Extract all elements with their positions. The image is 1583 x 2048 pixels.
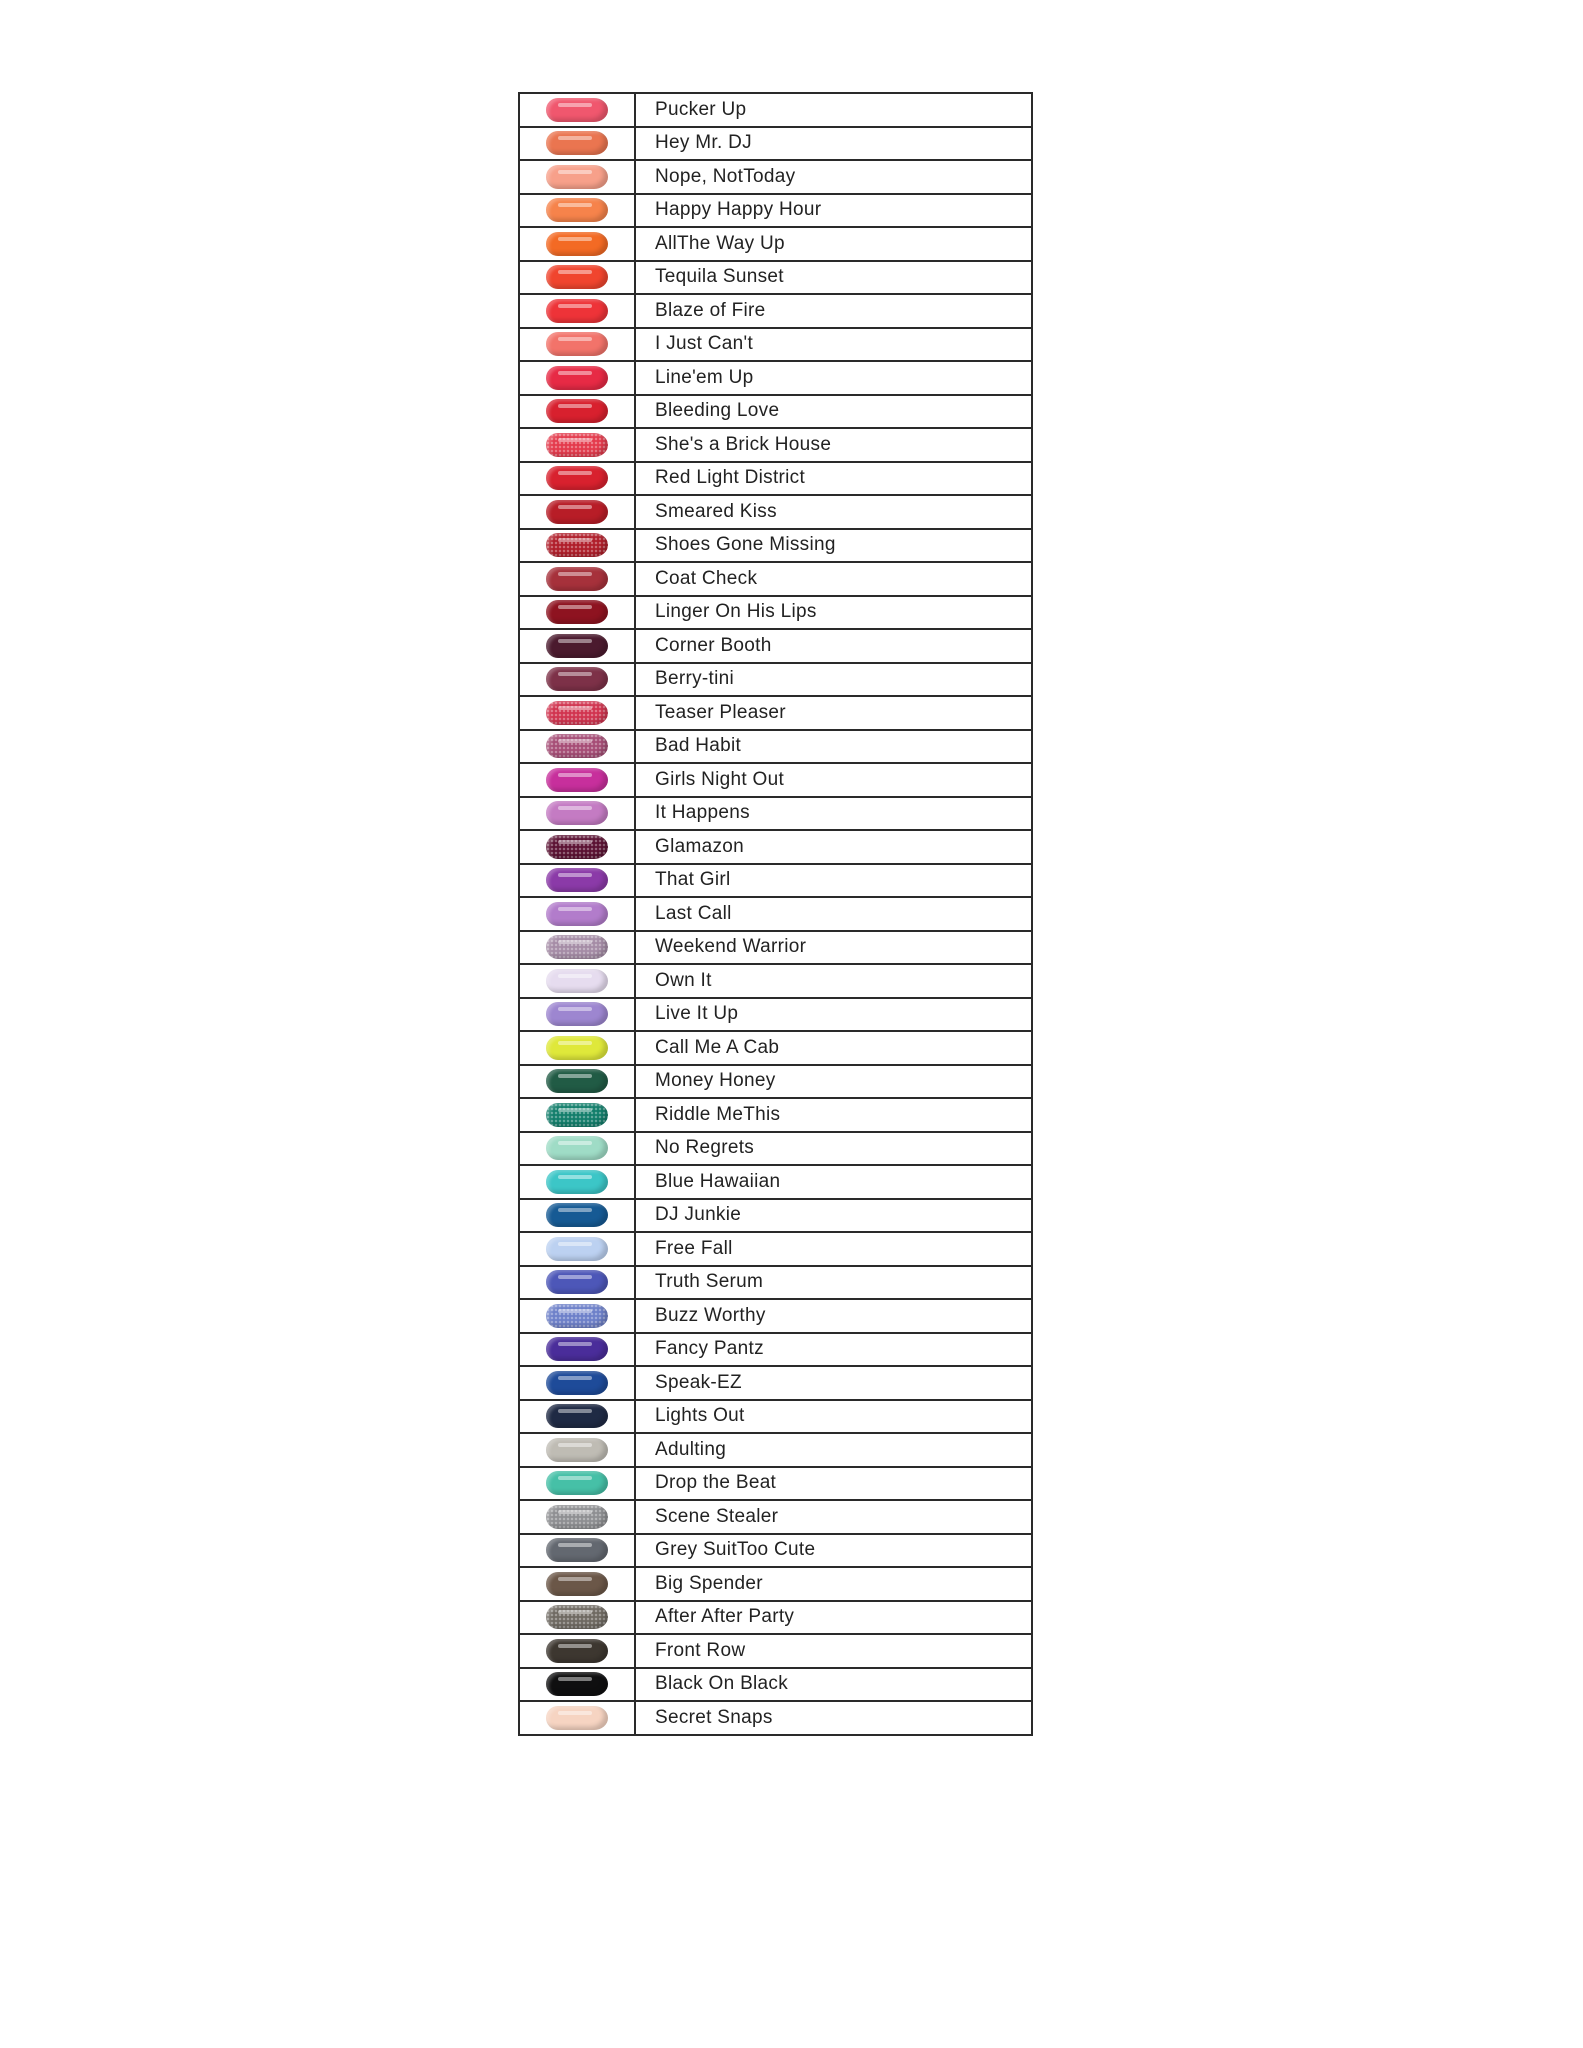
table-row (519, 1668, 1032, 1702)
table-row (519, 227, 1032, 261)
table-row (519, 1065, 1032, 1099)
swatch-cell (519, 1031, 635, 1065)
color-name: I Just Can't (635, 328, 1032, 362)
table-row (519, 93, 1032, 127)
nail-swatch (546, 935, 608, 959)
color-name: Bad Habit (635, 730, 1032, 764)
nail-swatch (546, 969, 608, 993)
swatch-cell (519, 194, 635, 228)
swatch-cell (519, 160, 635, 194)
table-row (519, 730, 1032, 764)
table-row (519, 931, 1032, 965)
swatch-cell (519, 696, 635, 730)
nail-swatch (546, 902, 608, 926)
color-name: Glamazon (635, 830, 1032, 864)
nail-swatch (546, 1471, 608, 1495)
table-row (519, 763, 1032, 797)
nail-swatch (546, 500, 608, 524)
color-name: Call Me A Cab (635, 1031, 1032, 1065)
color-name: Pucker Up (635, 93, 1032, 127)
color-name: Shoes Gone Missing (635, 529, 1032, 563)
nail-swatch (546, 299, 608, 323)
nail-swatch (546, 466, 608, 490)
swatch-cell (519, 730, 635, 764)
swatch-cell (519, 797, 635, 831)
nail-swatch (546, 768, 608, 792)
table-row (519, 361, 1032, 395)
nail-swatch (546, 600, 608, 624)
swatch-cell (519, 1467, 635, 1501)
nail-swatch (546, 433, 608, 457)
table-row (519, 428, 1032, 462)
swatch-cell (519, 1567, 635, 1601)
table-row (519, 194, 1032, 228)
swatch-cell (519, 864, 635, 898)
table-row (519, 1534, 1032, 1568)
color-name: Hey Mr. DJ (635, 127, 1032, 161)
table-row (519, 1299, 1032, 1333)
color-name: Last Call (635, 897, 1032, 931)
nail-swatch (546, 265, 608, 289)
nail-swatch (546, 734, 608, 758)
table-row (519, 495, 1032, 529)
swatch-cell (519, 395, 635, 429)
nail-swatch (546, 1605, 608, 1629)
table-row (519, 294, 1032, 328)
swatch-cell (519, 1299, 635, 1333)
table-row (519, 1601, 1032, 1635)
table-row (519, 1634, 1032, 1668)
table-row (519, 964, 1032, 998)
table-row (519, 1500, 1032, 1534)
swatch-cell (519, 830, 635, 864)
nail-swatch (546, 868, 608, 892)
swatch-cell (519, 361, 635, 395)
nail-swatch (546, 332, 608, 356)
swatch-cell (519, 1601, 635, 1635)
color-name: Own It (635, 964, 1032, 998)
table-row (519, 629, 1032, 663)
color-name: Corner Booth (635, 629, 1032, 663)
color-name: Bleeding Love (635, 395, 1032, 429)
color-name: Fancy Pantz (635, 1333, 1032, 1367)
swatch-cell (519, 428, 635, 462)
color-name: She's a Brick House (635, 428, 1032, 462)
table-row (519, 160, 1032, 194)
swatch-cell (519, 1232, 635, 1266)
color-name: Happy Happy Hour (635, 194, 1032, 228)
nail-swatch (546, 1170, 608, 1194)
table-row (519, 1266, 1032, 1300)
table-row (519, 1366, 1032, 1400)
table-row (519, 663, 1032, 697)
color-name: That Girl (635, 864, 1032, 898)
color-name: Girls Night Out (635, 763, 1032, 797)
color-name: Truth Serum (635, 1266, 1032, 1300)
table-row (519, 562, 1032, 596)
color-name: Teaser Pleaser (635, 696, 1032, 730)
table-row (519, 261, 1032, 295)
color-swatch-list (519, 93, 1032, 1735)
table-row (519, 1433, 1032, 1467)
color-name: Buzz Worthy (635, 1299, 1032, 1333)
nail-swatch (546, 1103, 608, 1127)
nail-swatch (546, 1069, 608, 1093)
color-name: Blue Hawaiian (635, 1165, 1032, 1199)
nail-swatch (546, 1371, 608, 1395)
color-swatch-table (518, 92, 1033, 1736)
color-name: Free Fall (635, 1232, 1032, 1266)
swatch-cell (519, 529, 635, 563)
table-row (519, 1467, 1032, 1501)
swatch-cell (519, 1098, 635, 1132)
swatch-cell (519, 763, 635, 797)
color-name: Coat Check (635, 562, 1032, 596)
table-row (519, 830, 1032, 864)
swatch-cell (519, 1668, 635, 1702)
nail-swatch (546, 1672, 608, 1696)
table-row (519, 696, 1032, 730)
table-row (519, 1333, 1032, 1367)
color-name: After After Party (635, 1601, 1032, 1635)
table-row (519, 596, 1032, 630)
nail-swatch (546, 1706, 608, 1730)
color-name: Big Spender (635, 1567, 1032, 1601)
swatch-cell (519, 931, 635, 965)
color-name: Blaze of Fire (635, 294, 1032, 328)
swatch-cell (519, 1433, 635, 1467)
swatch-cell (519, 127, 635, 161)
table-row (519, 1132, 1032, 1166)
color-name: Live It Up (635, 998, 1032, 1032)
swatch-cell (519, 261, 635, 295)
color-name: No Regrets (635, 1132, 1032, 1166)
swatch-cell (519, 328, 635, 362)
table-row (519, 462, 1032, 496)
swatch-cell (519, 562, 635, 596)
nail-swatch (546, 1002, 608, 1026)
nail-swatch (546, 801, 608, 825)
table-row (519, 1232, 1032, 1266)
table-row (519, 998, 1032, 1032)
table-row (519, 529, 1032, 563)
color-name: Scene Stealer (635, 1500, 1032, 1534)
swatch-cell (519, 1065, 635, 1099)
table-row (519, 897, 1032, 931)
swatch-cell (519, 1333, 635, 1367)
nail-swatch (546, 634, 608, 658)
table-row (519, 1567, 1032, 1601)
table-row (519, 1701, 1032, 1735)
nail-swatch (546, 701, 608, 725)
swatch-cell (519, 998, 635, 1032)
swatch-cell (519, 1266, 635, 1300)
nail-swatch (546, 1136, 608, 1160)
table-row (519, 864, 1032, 898)
table-row (519, 1165, 1032, 1199)
nail-swatch (546, 366, 608, 390)
color-name: Riddle MeThis (635, 1098, 1032, 1132)
swatch-cell (519, 462, 635, 496)
table-row (519, 1031, 1032, 1065)
color-name: Grey SuitToo Cute (635, 1534, 1032, 1568)
color-name: Speak-EZ (635, 1366, 1032, 1400)
nail-swatch (546, 1538, 608, 1562)
swatch-cell (519, 495, 635, 529)
color-name: Tequila Sunset (635, 261, 1032, 295)
swatch-cell (519, 1132, 635, 1166)
color-name: It Happens (635, 797, 1032, 831)
table-row (519, 127, 1032, 161)
nail-swatch (546, 1639, 608, 1663)
color-name: AllThe Way Up (635, 227, 1032, 261)
nail-swatch (546, 1203, 608, 1227)
swatch-cell (519, 1534, 635, 1568)
nail-swatch (546, 98, 608, 122)
swatch-cell (519, 964, 635, 998)
table-row (519, 328, 1032, 362)
nail-swatch (546, 667, 608, 691)
swatch-cell (519, 897, 635, 931)
nail-swatch (546, 198, 608, 222)
swatch-cell (519, 663, 635, 697)
swatch-cell (519, 1500, 635, 1534)
color-name: Adulting (635, 1433, 1032, 1467)
swatch-cell (519, 596, 635, 630)
color-name: Black On Black (635, 1668, 1032, 1702)
color-name: Smeared Kiss (635, 495, 1032, 529)
nail-swatch (546, 1337, 608, 1361)
swatch-cell (519, 227, 635, 261)
color-name: Linger On His Lips (635, 596, 1032, 630)
table-row (519, 1098, 1032, 1132)
color-name: Line'em Up (635, 361, 1032, 395)
nail-swatch (546, 533, 608, 557)
swatch-cell (519, 93, 635, 127)
swatch-cell (519, 1165, 635, 1199)
color-name: Secret Snaps (635, 1701, 1032, 1735)
color-name: Berry-tini (635, 663, 1032, 697)
color-name: Weekend Warrior (635, 931, 1032, 965)
nail-swatch (546, 1438, 608, 1462)
nail-swatch (546, 1304, 608, 1328)
swatch-cell (519, 1366, 635, 1400)
color-name: DJ Junkie (635, 1199, 1032, 1233)
swatch-cell (519, 1701, 635, 1735)
color-name: Drop the Beat (635, 1467, 1032, 1501)
nail-swatch (546, 399, 608, 423)
nail-swatch (546, 232, 608, 256)
swatch-cell (519, 1400, 635, 1434)
swatch-cell (519, 294, 635, 328)
table-row (519, 395, 1032, 429)
table-row (519, 1400, 1032, 1434)
nail-swatch (546, 567, 608, 591)
nail-swatch (546, 835, 608, 859)
nail-swatch (546, 1237, 608, 1261)
nail-swatch (546, 1270, 608, 1294)
table-row (519, 797, 1032, 831)
nail-swatch (546, 1036, 608, 1060)
color-name: Nope, NotToday (635, 160, 1032, 194)
swatch-cell (519, 1634, 635, 1668)
nail-swatch (546, 165, 608, 189)
nail-swatch (546, 1505, 608, 1529)
color-name: Red Light District (635, 462, 1032, 496)
color-name: Money Honey (635, 1065, 1032, 1099)
nail-swatch (546, 1572, 608, 1596)
color-name: Lights Out (635, 1400, 1032, 1434)
table-row (519, 1199, 1032, 1233)
color-name: Front Row (635, 1634, 1032, 1668)
swatch-cell (519, 1199, 635, 1233)
nail-swatch (546, 131, 608, 155)
nail-swatch (546, 1404, 608, 1428)
swatch-cell (519, 629, 635, 663)
